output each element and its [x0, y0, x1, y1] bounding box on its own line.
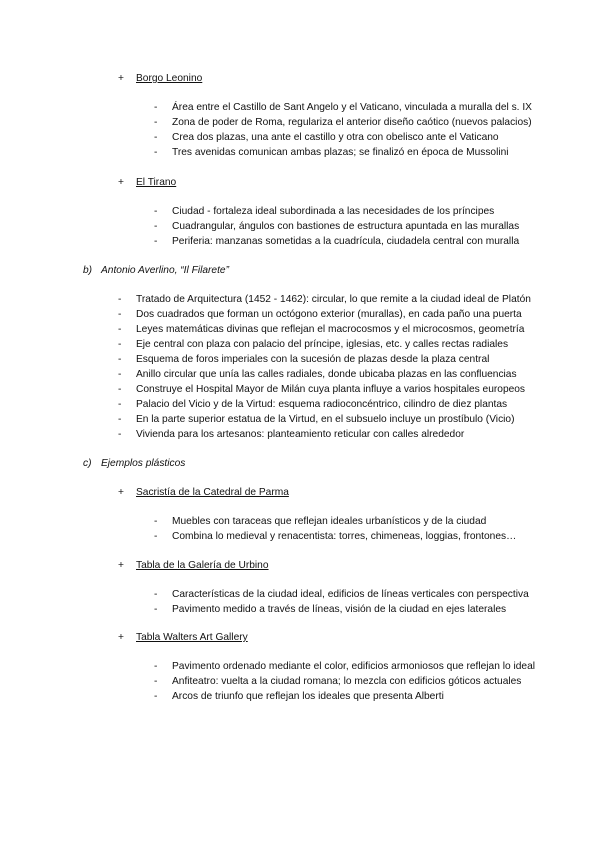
list-item-text: Características de la ciudad ideal, edificios de líneas verticales con perspectiva — [172, 589, 529, 600]
section-heading-text: Ejemplos plásticos — [101, 458, 186, 469]
dash-bullet: - — [118, 354, 122, 365]
list-item-text: Ciudad - fortaleza ideal subordinada a las necesidades de los príncipes — [172, 206, 495, 217]
plus-bullet: + — [118, 560, 124, 571]
list-item-text: Crea dos plazas, una ante el castillo y otra con obelisco ante el Vaticano — [172, 132, 499, 143]
list-item-text: Área entre el Castillo de Sant Angelo y el Vaticano, vinculada a muralla del s. IX — [172, 102, 532, 113]
plus-bullet: + — [118, 73, 124, 84]
list-item-text: Cuadrangular, ángulos con bastiones de estructura apuntada en las murallas — [172, 221, 520, 232]
list-item-text: Zona de poder de Roma, regulariza el anterior diseño caótico (nuevos palacios) — [172, 117, 532, 128]
dash-bullet: - — [154, 676, 158, 687]
dash-bullet: - — [154, 147, 158, 158]
section-marker: c) — [83, 458, 92, 469]
section-heading-text: Antonio Averlino, “Il Filarete” — [101, 265, 229, 276]
dash-bullet: - — [118, 324, 122, 335]
list-item-text: Palacio del Vicio y de la Virtud: esquema radioconcéntrico, cilindro de diez plantas — [136, 399, 508, 410]
dash-bullet: - — [154, 589, 158, 600]
list-item-text: En la parte superior estatua de la Virtud, en el subsuelo incluye un prostíbulo (Vicio) — [136, 414, 515, 425]
list-item-text: Arcos de triunfo que reflejan los ideales que presenta Alberti — [172, 691, 444, 702]
list-item-text: Vivienda para los artesanos: planteamiento reticular con calles alrededor — [136, 429, 465, 440]
plus-bullet: + — [118, 487, 124, 498]
dash-bullet: - — [154, 661, 158, 672]
dash-bullet: - — [154, 236, 158, 247]
dash-bullet: - — [154, 531, 158, 542]
dash-bullet: - — [154, 132, 158, 143]
section-marker: b) — [83, 265, 93, 276]
dash-bullet: - — [118, 369, 122, 380]
subheading-text: Tabla de la Galería de Urbino — [136, 560, 269, 571]
dash-bullet: - — [118, 384, 122, 395]
plus-bullet: + — [118, 177, 124, 188]
list-item-text: Muebles con taraceas que reflejan ideales urbanísticos y de la ciudad — [172, 516, 487, 527]
subheading-text: Sacristía de la Catedral de Parma — [136, 487, 289, 498]
list-item-text: Anfiteatro: vuelta a la ciudad romana; lo mezcla con edificios góticos actuales — [172, 676, 522, 687]
list-item-text: Tratado de Arquitectura (1452 - 1462): circular, lo que remite a la ciudad ideal de Platón — [136, 294, 531, 305]
plus-bullet: + — [118, 632, 124, 643]
list-item-text: Pavimento medido a través de líneas, visión de la ciudad en ejes laterales — [172, 604, 507, 615]
dash-bullet: - — [118, 339, 122, 350]
dash-bullet: - — [118, 414, 122, 425]
dash-bullet: - — [118, 399, 122, 410]
dash-bullet: - — [118, 309, 122, 320]
subheading-text: El Tirano — [136, 177, 177, 188]
list-item-text: Anillo circular que unía las calles radiales, donde ubicaba plazas en las confluencias — [136, 369, 517, 380]
list-item-text: Eje central con plaza con palacio del príncipe, iglesias, etc. y calles rectas radiales — [136, 339, 509, 350]
list-item-text: Combina lo medieval y renacentista: torres, chimeneas, loggias, frontones… — [172, 531, 517, 542]
subheading-text: Borgo Leonino — [136, 73, 203, 84]
dash-bullet: - — [154, 117, 158, 128]
list-item-text: Esquema de foros imperiales con la sucesión de plazas desde la plaza central — [136, 354, 490, 365]
dash-bullet: - — [154, 206, 158, 217]
list-item-text: Periferia: manzanas sometidas a la cuadrícula, ciudadela central con muralla — [172, 236, 520, 247]
list-item-text: Dos cuadrados que forman un octógono exterior (murallas), en cada paño una puerta — [136, 309, 522, 320]
list-item-text: Construye el Hospital Mayor de Milán cuya planta influye a varios hospitales europeos — [136, 384, 526, 395]
list-item-text: Tres avenidas comunican ambas plazas; se finalizó en época de Mussolini — [172, 147, 509, 158]
dash-bullet: - — [154, 221, 158, 232]
dash-bullet: - — [118, 294, 122, 305]
list-item-text: Pavimento ordenado mediante el color, edificios armoniosos que reflejan lo ideal — [172, 661, 536, 672]
dash-bullet: - — [154, 691, 158, 702]
dash-bullet: - — [118, 429, 122, 440]
subheading-text: Tabla Walters Art Gallery — [136, 632, 248, 643]
dash-bullet: - — [154, 516, 158, 527]
list-item-text: Leyes matemáticas divinas que reflejan el macrocosmos y el microcosmos, geometría — [136, 324, 525, 335]
dash-bullet: - — [154, 604, 158, 615]
dash-bullet: - — [154, 102, 158, 113]
